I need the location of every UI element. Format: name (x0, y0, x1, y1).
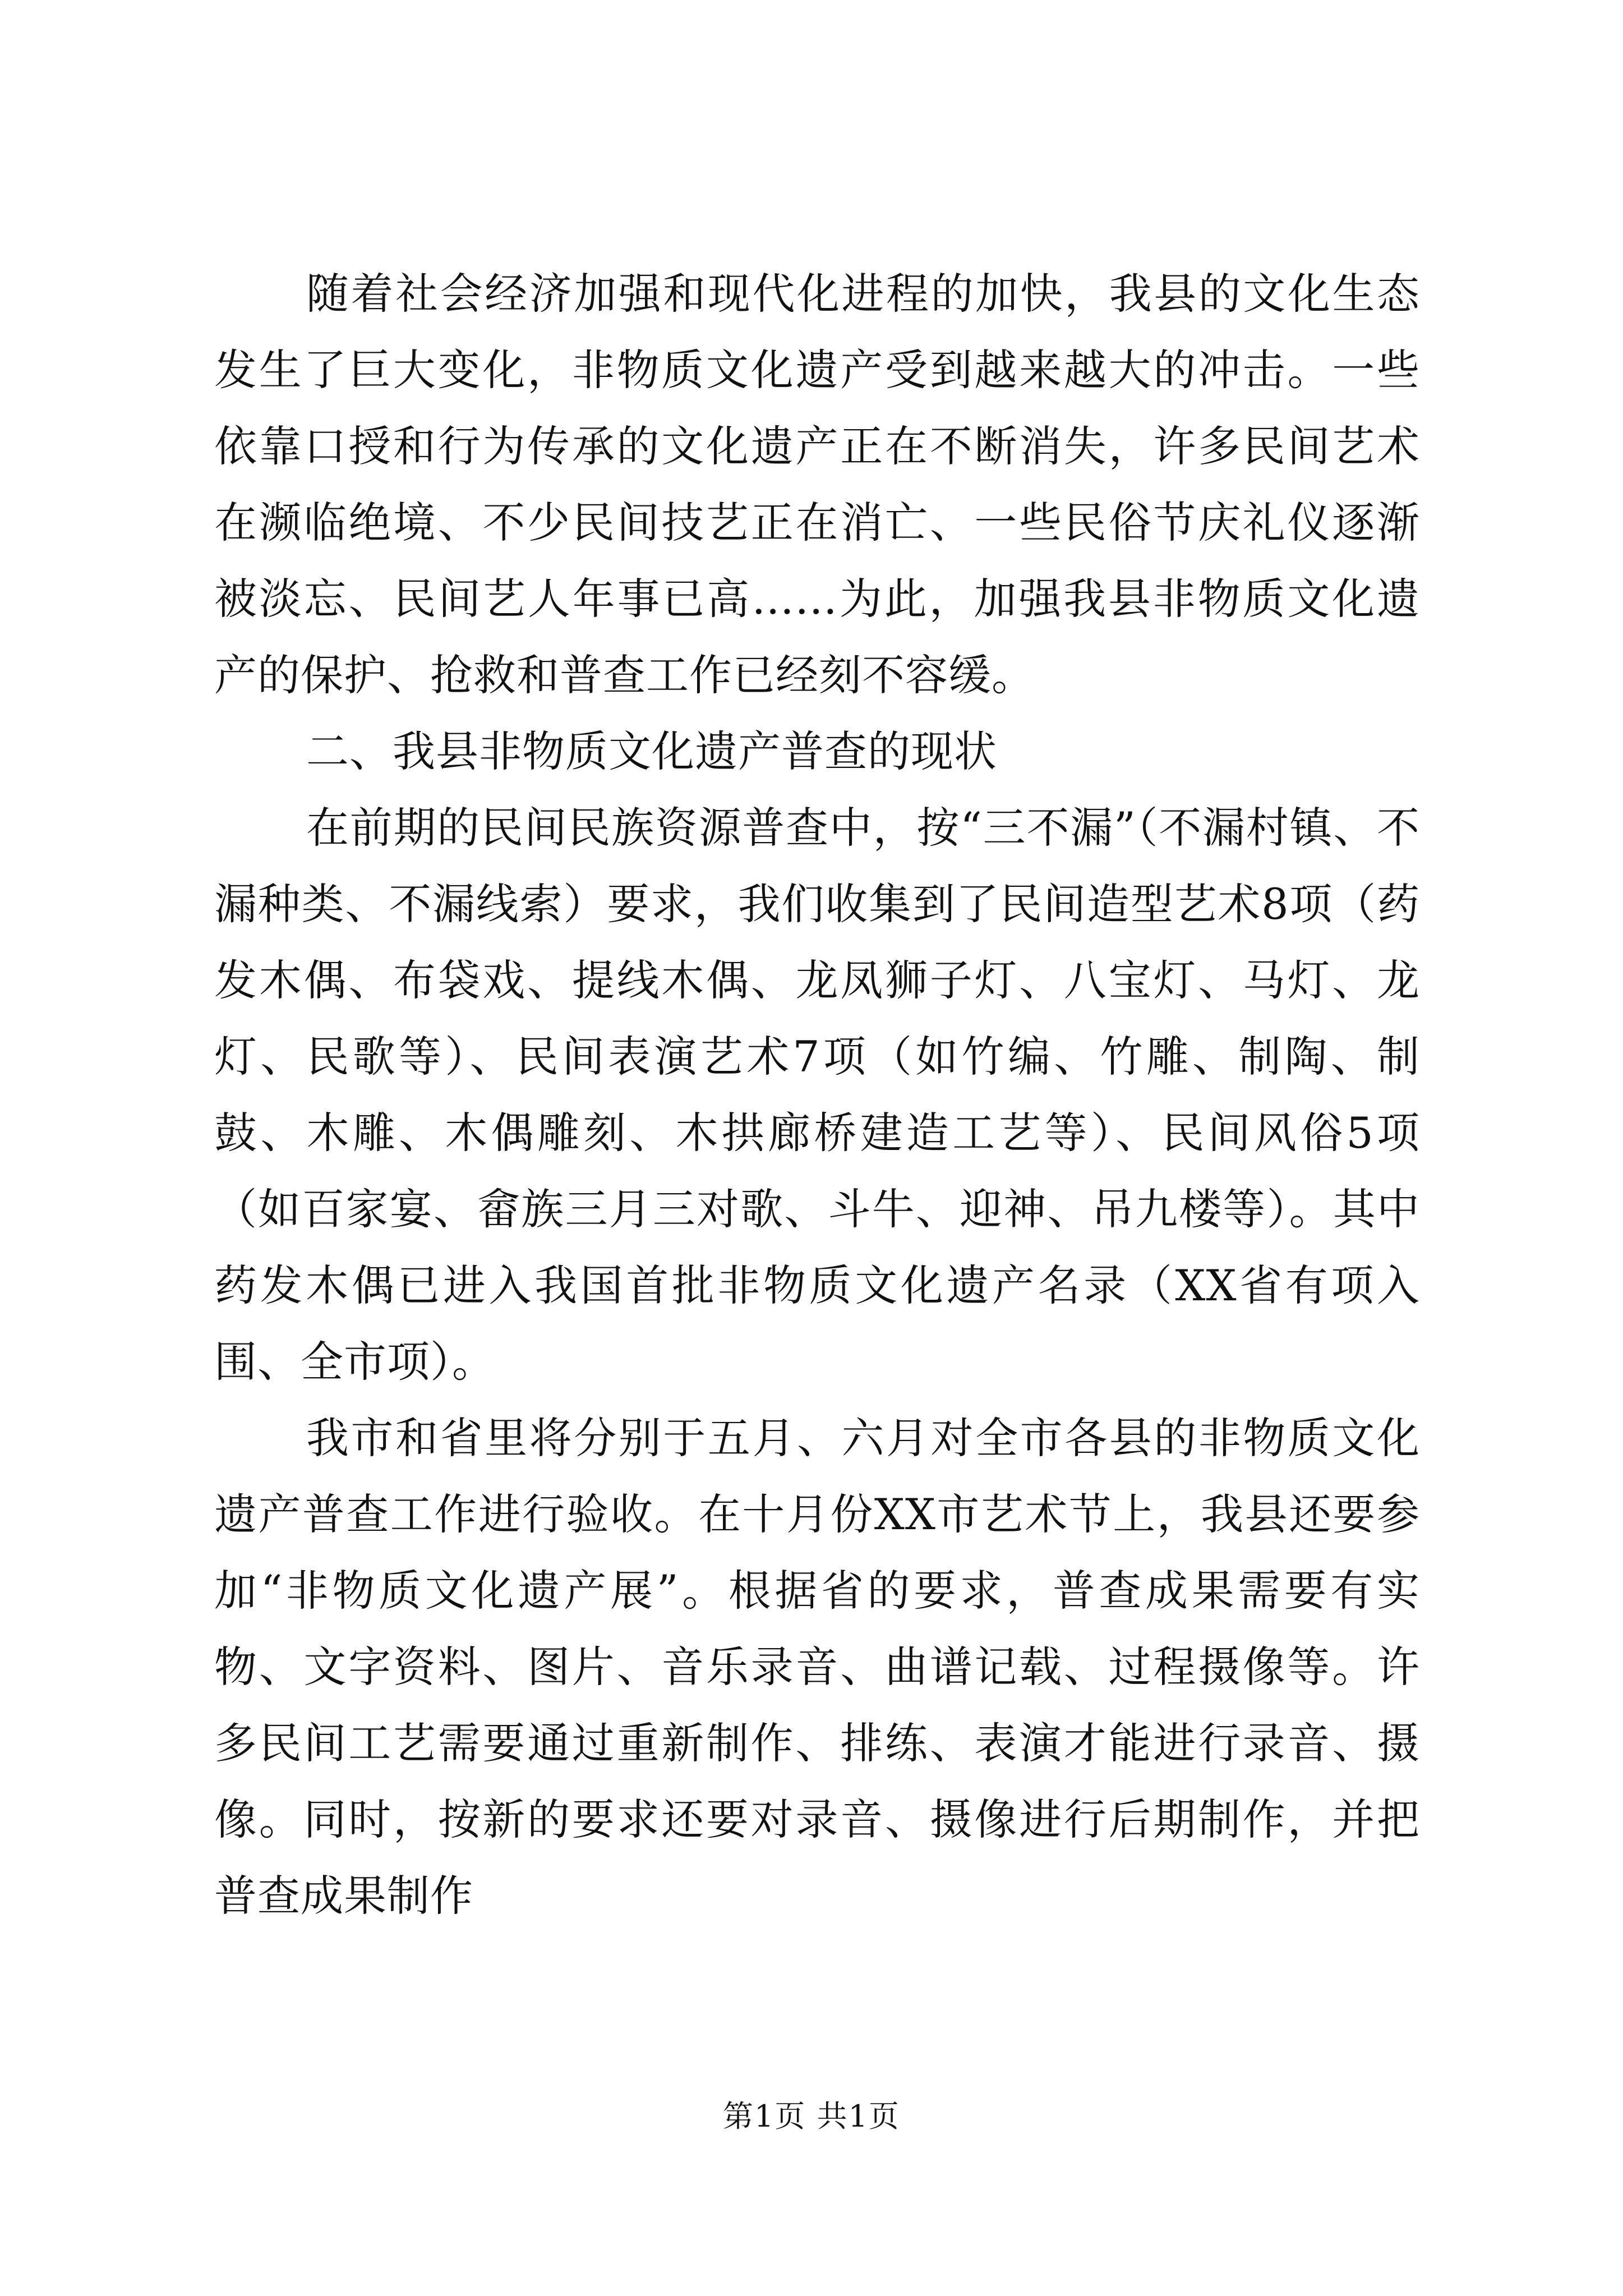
paragraph-survey: 在前期的民间民族资源普查中，按“三不漏”（不漏村镇、不漏种类、不漏线索）要求，我们收集到了民间造型艺术8项（药发木偶、布袋戏、提线木偶、龙凤狮子灯、八宝灯、马灯、龙灯、民歌等）、民间表演艺术7项（如竹编、竹雕、制陶、制鼓、木雕、木偶雕刻、木拱廊桥建造工艺等）、民间风俗5项（如百家宴、畲族三月三对歌、斗牛、迎神、吊九楼等）。其中药发木偶已进入我国首批非物质文化遗产名录（XX省有项入围、全市项）。 (214, 803, 1420, 1387)
paragraph-intro: 随着社会经济加强和现代化进程的加快，我县的文化生态发生了巨大变化，非物质文化遗产受到越来越大的冲击。一些依靠口授和行为传承的文化遗产正在不断消失，许多民间艺术在濒临绝境、不少民间技艺正在消亡、一些民俗节庆礼仪逐渐被淡忘、民间艺人年事已高……为此，加强我县非物质文化遗产的保护、抢救和普查工作已经刻不容缓。 (214, 269, 1420, 700)
document-body (214, 256, 1420, 1934)
section-heading: 二、我县非物质文化遗产普查的现状 (306, 726, 997, 776)
paragraph-acceptance: 我市和省里将分别于五月、六月对全市各县的非物质文化遗产普查工作进行验收。在十月份XX市艺术节上，我县还要参加“非物质文化遗产展”。根据省的要求，普查成果需要有实物、文字资料、图片、音乐录音、曲谱记载、过程摄像等。许多民间工艺需要通过重新制作、排练、表演才能进行录音、摄像。同时，按新的要求还要对录音、摄像进行后期制作，并把普查成果制作 (214, 1413, 1420, 1921)
page-footer: 第1页 共1页 (723, 2099, 900, 2134)
